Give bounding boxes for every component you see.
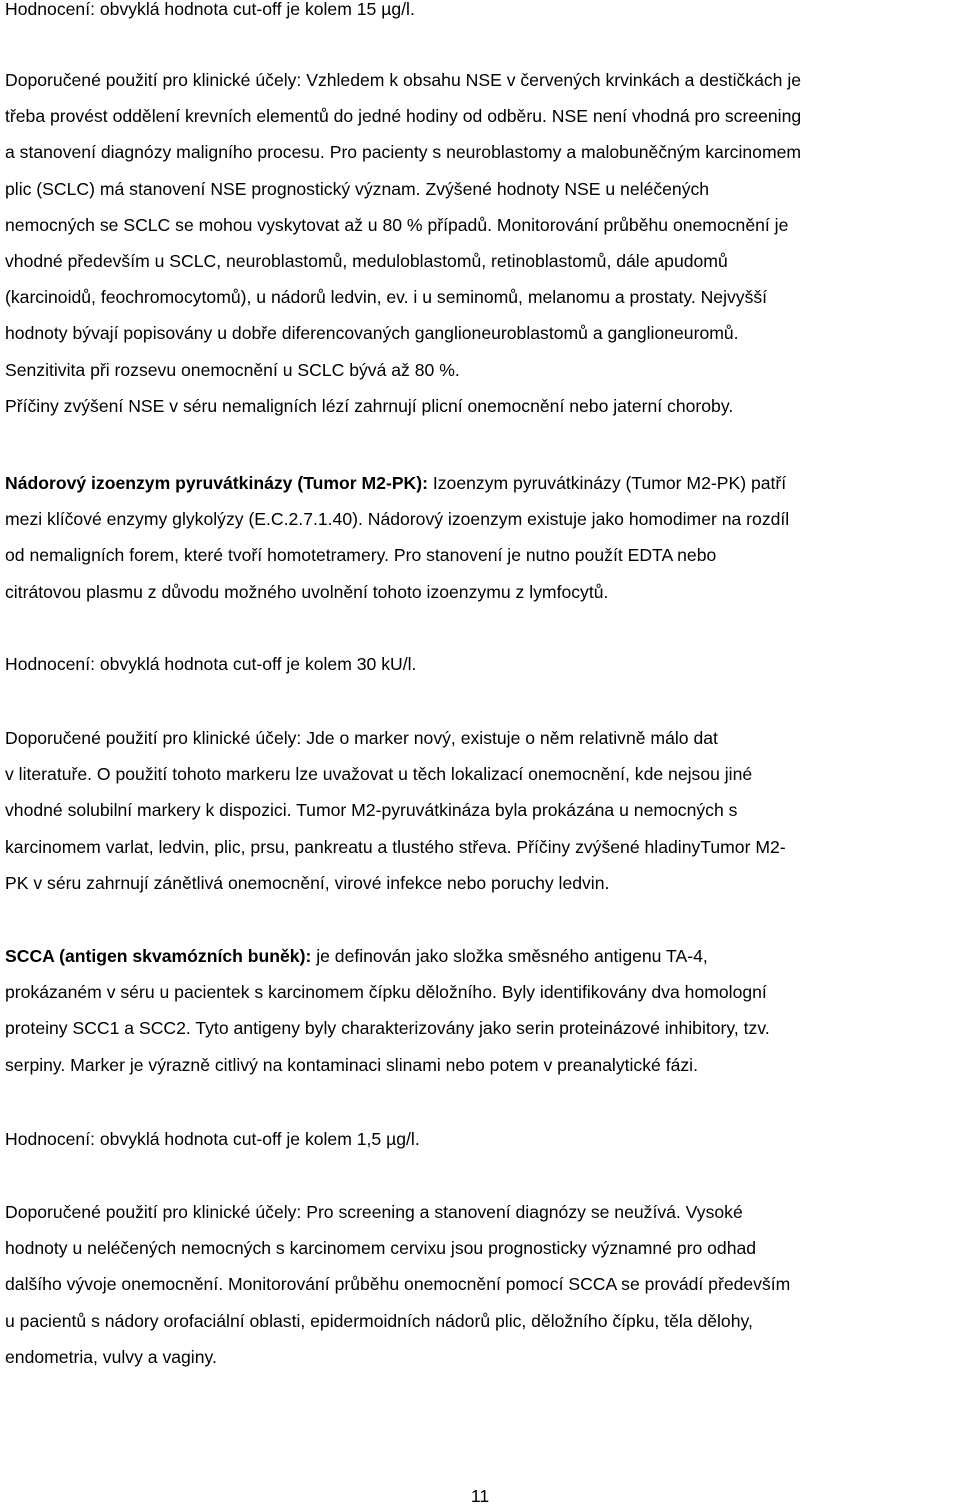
text-line: u pacientů s nádory orofaciální oblasti, epidermoidních nádorů plic, děložního čípku, těla dělohy, [5,1310,753,1331]
text-line: mezi klíčové enzymy glykolýzy (E.C.2.7.1.40). Nádorový izoenzym existuje jako homodimer na rozdíl [5,509,790,530]
section-heading-tumor-m2-pk: Nádorový izoenzym pyruvátkinázy (Tumor M2-PK): [5,473,428,493]
paragraph-m2-pk-clinical-use [5,720,955,901]
text-run: je definován jako složka směsného antigenu TA-4, [311,946,708,966]
paragraph-scca [5,938,955,1083]
text-line: Hodnocení: obvyklá hodnota cut-off je kolem 30 kU/l. [5,654,417,674]
text-line: Doporučené použití pro klinické účely: Jde o marker nový, existuje o něm relativně málo dat [5,728,718,748]
paragraph-nse-clinical-use [5,62,955,424]
paragraph-scca-clinical-use [5,1194,955,1375]
text-run: Izoenzym pyruvátkinázy (Tumor M2-PK) patří [427,473,787,493]
text-line: endometria, vulvy a vaginy. [5,1346,217,1367]
paragraph-m2-pk-cutoff [5,646,955,682]
paragraph-tumor-m2-pk [5,465,955,610]
text-line: Hodnocení: obvyklá hodnota cut-off je kolem 15 µg/l. [5,0,415,19]
text-line: PK v séru zahrnují zánětlivá onemocnění, virové infekce nebo poruchy ledvin. [5,872,610,893]
text-line: Senzitivita při rozsevu onemocnění u SCLC bývá až 80 %. [5,359,460,380]
text-line: (karcinoidů, feochromocytomů), u nádorů ledvin, ev. i u seminomů, melanomu a prostaty. Nejvyšší [5,287,768,308]
paragraph-scca-cutoff [5,1121,955,1157]
text-line: citrátovou plasmu z důvodu možného uvolnění tohoto izoenzymu z lymfocytů. [5,581,609,602]
text-line: v literatuře. O použití tohoto markeru lze uvažovat u těch lokalizací onemocnění, kde nejsou jiné [5,764,753,785]
text-line: Doporučené použití pro klinické účely: Pro screening a stanovení diagnózy se neužívá. Vysoké [5,1202,743,1222]
text-line: Hodnocení: obvyklá hodnota cut-off je kolem 1,5 µg/l. [5,1129,420,1149]
paragraph-nse-cutoff [5,0,955,27]
text-line: Doporučené použití pro klinické účely: Vzhledem k obsahu NSE v červených krvinkách a destičkách je [5,70,802,90]
text-line [5,938,955,974]
text-line: Příčiny zvýšení NSE v séru nemaligních lézí zahrnují plicní onemocnění nebo jaterní choroby. [5,395,734,416]
text-line: od nemaligních forem, které tvoří homotetramery. Pro stanovení je nutno použít EDTA nebo [5,545,717,566]
text-line: plic (SCLC) má stanovení NSE prognostický význam. Zvýšené hodnoty NSE u neléčených [5,178,710,199]
page-number: 11 [470,1486,490,1506]
text-line: dalšího vývoje onemocnění. Monitorování průběhu onemocnění pomocí SCCA se provádí především [5,1274,791,1295]
text-line: nemocných se SCLC se mohou vyskytovat až u 80 % případů. Monitorování průběhu onemocnění je [5,214,789,235]
text-line: hodnoty u neléčených nemocných s karcinomem cervixu jsou prognosticky významné pro odhad [5,1238,757,1259]
text-line: a stanovení diagnózy maligního procesu. Pro pacienty s neuroblastomy a malobuněčným karcinomem [5,142,802,163]
text-line: hodnoty bývají popisovány u dobře diferencovaných ganglioneuroblastomů a ganglioneuromů. [5,323,739,344]
text-line [5,465,955,501]
text-line: serpiny. Marker je výrazně citlivý na kontaminaci slinami nebo potem v preanalytické fázi. [5,1054,698,1075]
text-line: prokázaném v séru u pacientek s karcinomem čípku děložního. Byly identifikovány dva homologní [5,982,767,1003]
text-line: vhodné především u SCLC, neuroblastomů, meduloblastomů, retinoblastomů, dále apudomů [5,250,728,271]
section-heading-scca: SCCA (antigen skvamózních buněk): [5,946,312,966]
text-line: třeba provést oddělení krevních elementů do jedné hodiny od odběru. NSE není vhodná pro screening [5,106,802,127]
text-line: proteiny SCC1 a SCC2. Tyto antigeny byly charakterizovány jako serin proteinázové inhibitory, tzv. [5,1018,770,1039]
text-line: vhodné solubilní markery k dispozici. Tumor M2-pyruvátkináza byla prokázána u nemocných s [5,800,738,821]
text-line: karcinomem varlat, ledvin, plic, prsu, pankreatu a tlustého střeva. Příčiny zvýšené hladinyTumor M2- [5,836,786,857]
